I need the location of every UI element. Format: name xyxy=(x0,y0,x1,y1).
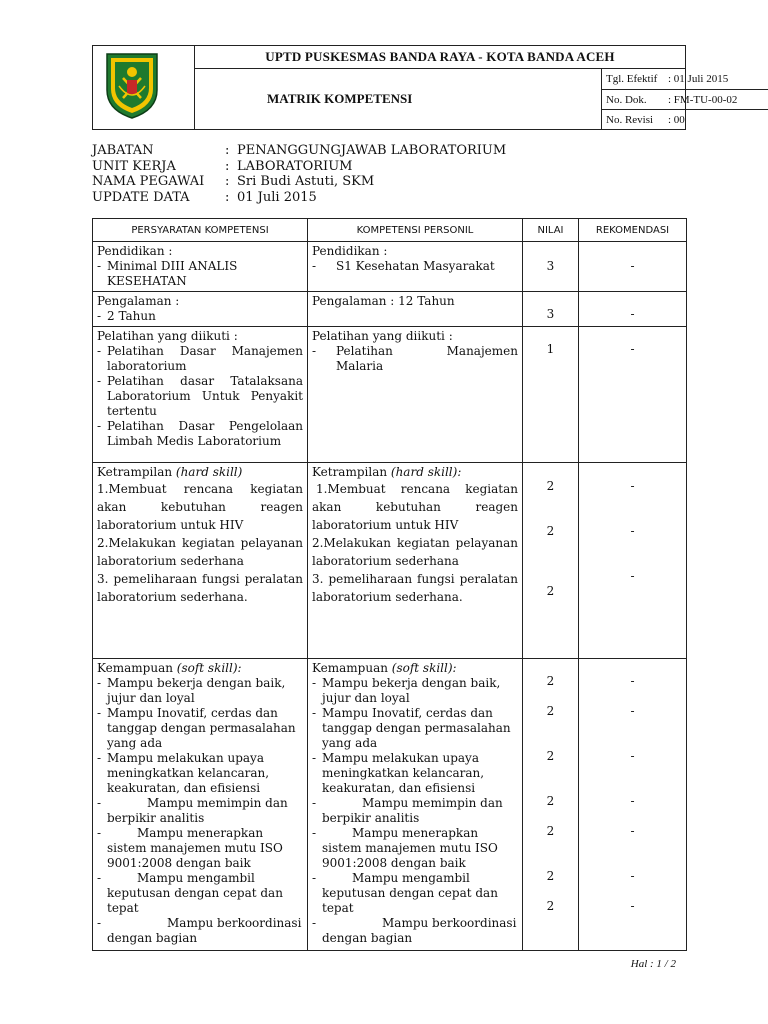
info-row-update-data: UPDATE DATA : 01 Juli 2015 xyxy=(92,189,317,205)
list-item: - S1 Kesehatan Masyarakat xyxy=(312,259,495,273)
table-header-row xyxy=(93,219,687,242)
meta-doc-number: No. Dok. : FM-TU-00-02 xyxy=(602,89,768,109)
meta-revision: No. Revisi : 00 xyxy=(602,109,768,129)
meta-effective-date: Tgl. Efektif : 01 Juli 2015 xyxy=(606,73,729,85)
cell-syarat-ketrampilan: Ketrampilan (hard skill) 1.Membuat rencana kegiatan akan kebutuhan reagen laboratorium untuk HIV 2.Melakukan kegiatan pelayanan laboratorium sederhana 3. pemeliharaan fungsi peralatan laboratorium sederhana. xyxy=(93,463,308,659)
header-persyaratan: PERSYARATAN KOMPETENSI xyxy=(93,219,308,242)
header-rekomendasi: REKOMENDASI xyxy=(579,219,687,242)
competency-matrix-table xyxy=(92,218,687,951)
cell-personil-pengalaman: Pengalaman : 12 Tahun xyxy=(308,292,523,327)
cell-personil-pendidikan: Pendidikan : - S1 Kesehatan Masyarakat xyxy=(308,242,523,292)
list-item: - Mampu memimpin dan berpikir analitis xyxy=(97,796,288,825)
header-kompetensi-personil: KOMPETENSI PERSONIL xyxy=(308,219,523,242)
banda-aceh-crest-logo xyxy=(105,52,159,120)
list-item: - Mampu Inovatif, cerdas dan tanggap dengan permasalahan yang ada xyxy=(97,706,296,750)
cell-rekomendasi-kemampuan: - - - - - - - xyxy=(579,659,687,951)
cell-rekomendasi-pelatihan: - xyxy=(579,327,687,463)
cell-syarat-pelatihan: Pelatihan yang diikuti : - Pelatihan Dasar Manajemen laboratorium - Pelatihan dasar Tatalaksana Laboratorium Untuk Penyakit tertentu - Pelatihan Dasar Pengelolaan Limbah Medis Laboratorium xyxy=(93,327,308,463)
cell-syarat-pengalaman: Pengalaman : - 2 Tahun xyxy=(93,292,308,327)
list-item: - Mampu bekerja dengan baik, jujur dan loyal xyxy=(312,676,501,705)
list-item: 3. pemeliharaan fungsi peralatan laboratorium sederhana. xyxy=(97,572,303,604)
cell-rekomendasi-pengalaman: - xyxy=(579,292,687,327)
document-title: MATRIK KOMPETENSI xyxy=(267,91,413,106)
list-item: 2.Melakukan kegiatan pelayanan laboratorium sederhana xyxy=(97,536,303,568)
list-item: - Pelatihan dasar Tatalaksana Laboratorium Untuk Penyakit tertentu xyxy=(97,374,303,418)
list-item: 1.Membuat rencana kegiatan akan kebutuhan reagen laboratorium untuk HIV xyxy=(97,482,303,532)
list-item: - Mampu berkoordinasi dengan bagian xyxy=(312,916,517,945)
header-nilai: NILAI xyxy=(523,219,579,242)
cell-syarat-kemampuan: Kemampuan (soft skill): - Mampu bekerja dengan baik, jujur dan loyal - Mampu Inovatif, cerdas dan tanggap dengan permasalahan yang ada - Mampu melakukan upaya meningkatkan kelancaran, keakuratan, dan efisiensi - Mampu memimpin dan berpikir analitis - Mampu menerapkan sistem manajemen mutu ISO 9001:2008 dengan baik - Mampu mengambil keputusan dengan cepat dan tepat - Mampu berkoordinasi dengan bagian xyxy=(93,659,308,951)
list-item: - Pelatihan Dasar Pengelolaan Limbah Medis Laboratorium xyxy=(97,419,303,448)
list-item: - 2 Tahun xyxy=(97,309,156,323)
info-row-jabatan: JABATAN : PENANGGUNGJAWAB LABORATORIUM xyxy=(92,143,507,158)
cell-nilai-pendidikan: 3 xyxy=(523,242,579,292)
page-number: Hal : 1 / 2 xyxy=(630,958,676,970)
list-item: 3. pemeliharaan fungsi peralatan laboratorium sederhana. xyxy=(312,572,518,604)
list-item: 2.Melakukan kegiatan pelayanan laboratorium sederhana xyxy=(312,536,518,568)
list-item: - Mampu melakukan upaya meningkatkan kelancaran, keakuratan, dan efisiensi xyxy=(97,751,270,795)
cell-rekomendasi-ketrampilan: - - - xyxy=(579,463,687,659)
cell-nilai-pengalaman: 3 xyxy=(523,292,579,327)
document-meta xyxy=(601,69,738,129)
info-row-unit-kerja: UNIT KERJA : LABORATORIUM xyxy=(92,158,353,174)
list-item: - Mampu melakukan upaya meningkatkan kelancaran, keakuratan, dan efisiensi xyxy=(312,751,485,795)
cell-nilai-pelatihan: 1 xyxy=(523,327,579,463)
document-header xyxy=(92,45,738,130)
table-row-kemampuan xyxy=(93,659,687,951)
cell-personil-pelatihan: Pelatihan yang diikuti : - Pelatihan Manajemen Malaria xyxy=(308,327,523,463)
cell-rekomendasi-pendidikan: - xyxy=(579,242,687,292)
list-item: - Mampu mengambil keputusan dengan cepat dan tepat xyxy=(97,871,283,915)
list-item: - Mampu mengambil keputusan dengan cepat dan tepat xyxy=(312,871,498,915)
logo-cell xyxy=(93,46,195,129)
list-item: - Pelatihan Dasar Manajemen laboratorium xyxy=(97,344,303,373)
list-item: 1.Membuat rencana kegiatan akan kebutuhan reagen laboratorium untuk HIV xyxy=(312,482,518,532)
cell-nilai-kemampuan: 2 2 2 2 2 2 2 xyxy=(523,659,579,951)
list-item: - Mampu bekerja dengan baik, jujur dan loyal xyxy=(97,676,286,705)
cell-nilai-ketrampilan: 2 2 2 xyxy=(523,463,579,659)
list-item: - Pelatihan Manajemen Malaria xyxy=(312,344,518,373)
list-item: - Mampu menerapkan sistem manajemen mutu ISO 9001:2008 dengan baik xyxy=(312,826,498,870)
list-item: - Mampu memimpin dan berpikir analitis xyxy=(312,796,503,825)
cell-syarat-pendidikan: Pendidikan : - Minimal DIII ANALIS KESEHATAN xyxy=(93,242,308,292)
table-row-pelatihan xyxy=(93,327,687,463)
info-row-nama-pegawai: NAMA PEGAWAI : Sri Budi Astuti, SKM xyxy=(92,174,375,189)
list-item: - Mampu berkoordinasi dengan bagian xyxy=(97,916,302,945)
table-row-ketrampilan xyxy=(93,463,687,659)
employee-info xyxy=(92,143,506,205)
organization-name: UPTD PUSKESMAS BANDA RAYA - KOTA BANDA ACEH xyxy=(195,46,685,69)
list-item: - Mampu Inovatif, cerdas dan tanggap dengan permasalahan yang ada xyxy=(312,706,511,750)
list-item: - Mampu menerapkan sistem manajemen mutu ISO 9001:2008 dengan baik xyxy=(97,826,283,870)
cell-personil-ketrampilan: Ketrampilan (hard skill): 1.Membuat rencana kegiatan akan kebutuhan reagen laboratorium untuk HIV 2.Melakukan kegiatan pelayanan laboratorium sederhana 3. pemeliharaan fungsi peralatan laboratorium sederhana. xyxy=(308,463,523,659)
table-row-pengalaman xyxy=(93,292,687,327)
cell-personil-kemampuan: Kemampuan (soft skill): - Mampu bekerja dengan baik, jujur dan loyal - Mampu Inovatif, cerdas dan tanggap dengan permasalahan yang ada - Mampu melakukan upaya meningkatkan kelancaran, keakuratan, dan efisiensi - Mampu memimpin dan berpikir analitis - Mampu menerapkan sistem manajemen mutu ISO 9001:2008 dengan baik - Mampu mengambil keputusan dengan cepat dan tepat - Mampu berkoordinasi dengan bagian xyxy=(308,659,523,951)
list-item: - Minimal DIII ANALIS KESEHATAN xyxy=(97,259,238,288)
table-row-pendidikan xyxy=(93,242,687,292)
